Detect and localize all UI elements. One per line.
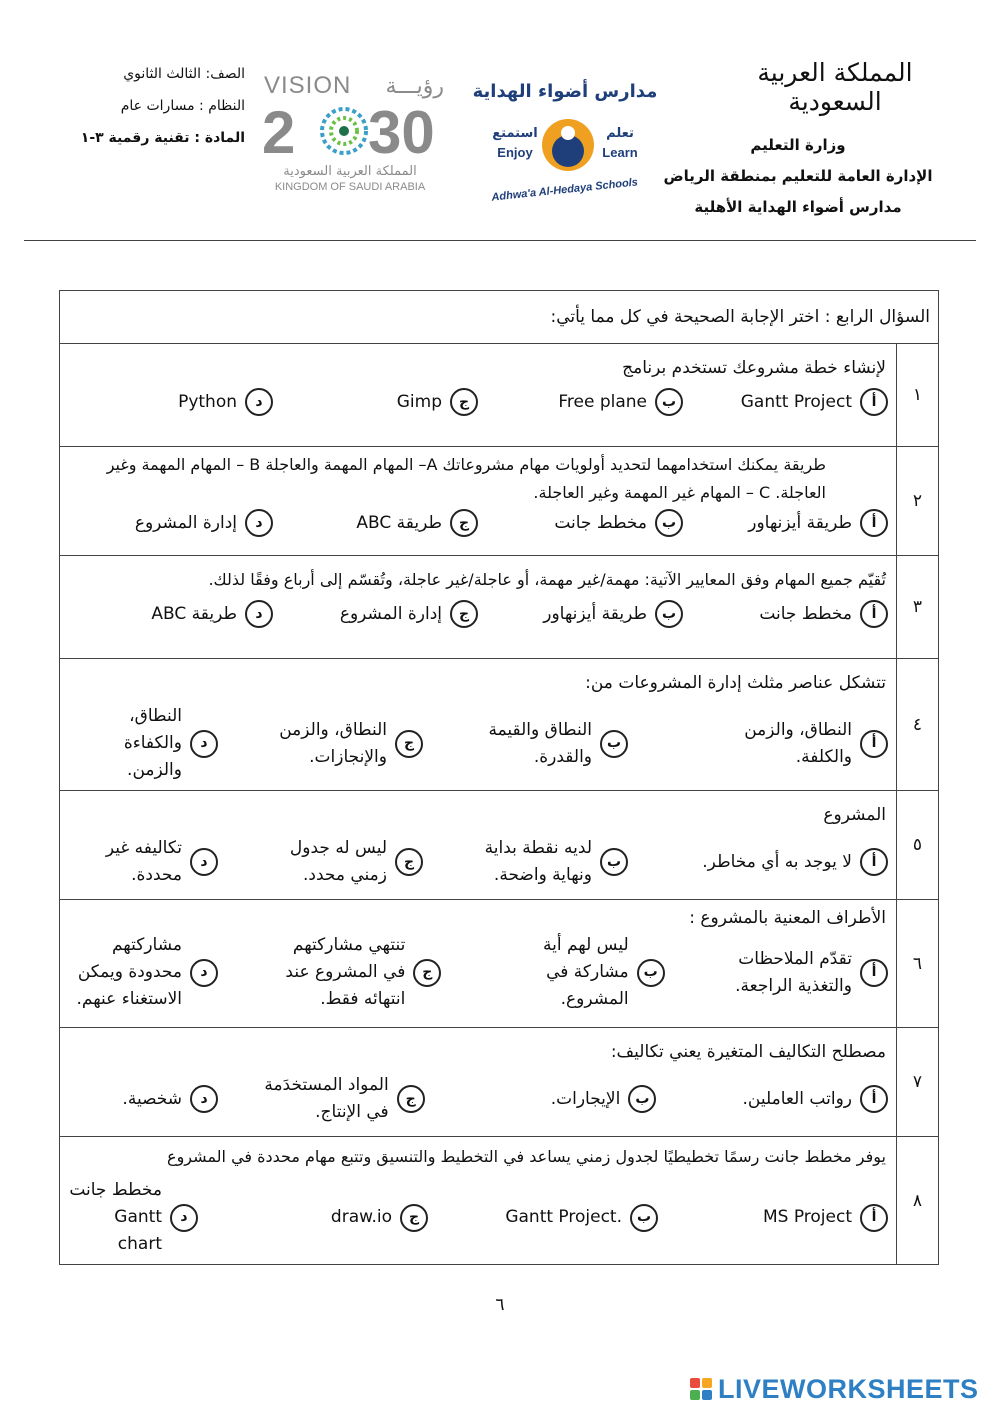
option-text: رواتب العاملين. [742,1088,852,1109]
question-row [60,659,939,791]
badge-a: أ [860,1204,888,1232]
question-number: ٣ [897,556,939,659]
option-d[interactable] [68,1085,218,1113]
question-row [60,556,939,659]
vision-year-2: 2 [262,99,296,166]
option-text: طريقة أيزنهاور [543,603,647,624]
option-text: النطاق والقيمة والقدرة. [488,719,592,767]
question-number: ٥ [897,791,939,900]
option-text: draw.io [330,1207,392,1227]
option-a[interactable] [683,600,888,628]
question-row [60,900,939,1028]
badge-d: د [170,1204,198,1232]
option-d[interactable] [68,1177,198,1258]
grade-label: الصف: الثالث الثانوي [123,66,245,82]
badge-c: ج [450,509,478,537]
question-number: ٢ [897,447,939,556]
badge-b: ب [655,509,683,537]
subject-label: المادة : تقنية رقمية ٣-١ [80,130,245,146]
option-a[interactable] [683,1204,888,1232]
question-row [60,344,939,447]
question-stem: لإنشاء خطة مشروعك تستخدم برنامج [622,358,886,378]
option-b[interactable] [478,509,683,537]
page-number: ٦ [495,1295,505,1315]
vision-year-30: 30 [368,99,435,166]
badge-a: أ [860,730,888,758]
option-text: لديه نقطة بداية ونهاية واضحة. [484,838,592,885]
question-stem: مصطلح التكاليف المتغيرة يعني تكاليف: [610,1042,886,1062]
option-a[interactable] [683,1085,888,1113]
option-text: تنتهي مشاركتهم في المشروع عند انتهائه فقط. [285,935,406,1009]
option-text: النطاق، والزمن والكلفة. [744,719,852,767]
question-table [59,290,939,1265]
options-row [60,507,896,543]
option-text: النطاق، والزمن والإنجازات. [279,719,387,767]
options-row [60,697,896,790]
liveworksheets-brand: LIVEWORKSHEETS [718,1373,979,1404]
badge-c: ج [397,1085,425,1113]
question-title: السؤال الرابع : اختر الإجابة الصحيحة في كل مما يأتي: [60,291,939,344]
option-b[interactable] [478,388,683,416]
option-d[interactable] [68,932,218,1013]
option-d[interactable] [68,703,218,784]
logo-top-text: مدارس أضواء الهداية [472,81,658,102]
question-number: ٨ [897,1137,939,1265]
options-row [60,1171,896,1264]
question-stem: الأطراف المعنية بالمشروع : [689,908,886,928]
vision-kingdom-ar: المملكة العربية السعودية [283,164,417,179]
option-b[interactable] [478,835,628,889]
badge-d: د [245,388,273,416]
school-name: مدارس أضواء الهداية الأهلية [694,198,902,216]
logo-learn-en: Learn [602,145,638,160]
option-c[interactable] [245,1072,425,1126]
question-row [60,1137,939,1265]
badge-c: ج [450,388,478,416]
question-cell [60,900,897,1028]
vision-ar-text: رؤيـــة [385,74,444,99]
question-cell [60,556,897,659]
badge-a: أ [860,959,888,987]
badge-d: د [245,600,273,628]
question-cell [60,1028,897,1137]
question-cell [60,1137,897,1265]
ministry-name: وزارة التعليم [750,136,846,154]
badge-b: ب [630,1204,658,1232]
options-row [60,829,896,895]
option-text: تكاليفه غير محددة. [105,838,182,885]
badge-a: أ [860,600,888,628]
option-text: ليس له جدول زمني محدد. [289,838,387,885]
badge-b: ب [655,600,683,628]
option-a[interactable] [718,946,888,1000]
system-label: النظام : مسارات عام [120,98,245,114]
vision-2030-logo [260,65,450,195]
badge-b: ب [600,730,628,758]
option-c[interactable] [273,388,478,416]
question-cell [60,344,897,447]
option-c[interactable] [223,1204,428,1232]
vision-en-text: VISION [264,72,352,99]
option-text: طريقة ABC [356,512,442,533]
vision-emblem-icon [322,109,366,153]
badge-c: ج [395,730,423,758]
option-text: إدارة المشروع [339,603,442,624]
option-text: النطاق، والكفاءة والزمن. [123,706,182,780]
vision-kingdom-en: KINGDOM OF SAUDI ARABIA [274,181,426,193]
logo-arc-text: Adhwa'a Al-Hedaya Schools [490,176,639,204]
question-number: ١ [897,344,939,447]
options-row [60,594,896,634]
option-text: تقدّم الملاحظات والتغذية الراجعة. [735,948,852,996]
option-text: شخصية. [122,1088,183,1109]
question-stem: المشروع [823,805,886,825]
school-logo [465,75,665,205]
badge-d: د [190,730,218,758]
question-row [60,791,939,900]
option-c[interactable] [273,835,423,889]
badge-d: د [245,509,273,537]
options-row [60,932,896,1019]
option-text: Python [178,391,237,412]
option-a[interactable] [683,388,888,416]
option-c[interactable] [273,509,478,537]
liveworksheets-footer[interactable] [690,1372,990,1406]
badge-c: ج [395,848,423,876]
badge-b: ب [637,959,665,987]
badge-d: د [190,959,218,987]
option-d[interactable] [68,600,273,628]
option-text: Gimp [396,391,442,412]
badge-a: أ [860,388,888,416]
option-text: لا يوجد به أي مخاطر. [702,851,852,872]
option-a[interactable] [683,509,888,537]
badge-a: أ [860,848,888,876]
option-text: مخطط جانت [554,512,647,533]
option-c[interactable] [271,932,441,1013]
page-header [0,0,1000,240]
badge-a: أ [860,509,888,537]
badge-c: ج [450,600,478,628]
logo-learn-ar: تعلم [606,126,634,141]
logo-enjoy-ar: استمتع [492,126,538,141]
option-text: Free plane [558,391,647,412]
option-c[interactable] [273,600,478,628]
question-number: ٤ [897,659,939,791]
option-text: Gantt Project. [505,1207,622,1227]
option-text: مشاركتهم محدودة ويمكن الاستغناء عنهم. [76,935,183,1009]
header-divider [24,240,976,241]
kingdom-calligraphy: المملكة العربية السعودية [757,58,913,116]
option-b[interactable] [478,600,683,628]
option-a[interactable] [683,848,888,876]
class-info [75,60,245,152]
option-text: الإيجارات. [550,1088,621,1109]
option-text: Gantt Project [740,391,852,412]
option-b[interactable] [495,932,665,1013]
question-row [60,1028,939,1137]
option-d[interactable] [68,835,218,889]
question-cell [60,659,897,791]
option-text: مخطط جانت [759,603,852,624]
option-a[interactable] [683,717,888,771]
option-d[interactable] [68,388,273,416]
option-text: المواد المستخدَمة في الإنتاج. [264,1075,389,1122]
badge-c: ج [413,959,441,987]
question-cell [60,447,897,556]
question-number: ٦ [897,900,939,1028]
option-d[interactable] [68,509,273,537]
question-stem: يوفر مخطط جانت رسمًا تخطيطيًا لجدول زمني يساعد في التخطيط والتنسيق وتتبع مهام محددة في المشروع [167,1147,886,1166]
question-cell [60,791,897,900]
region-name: الإدارة العامة للتعليم بمنطقة الرياض [663,167,933,185]
question-number: ٧ [897,1028,939,1137]
option-text: مخطط جانت Gantt chart [69,1180,162,1254]
badge-d: د [190,1085,218,1113]
liveworksheets-logo-icon [690,1378,712,1400]
option-text: إدارة المشروع [134,512,237,533]
badge-c: ج [400,1204,428,1232]
option-text: طريقة أيزنهاور [748,512,852,533]
question-row [60,447,939,556]
option-b[interactable] [451,1085,656,1113]
option-text: طريقة ABC [151,603,237,624]
question-stem: طريقة يمكنك استخدامهما لتحديد أولويات مهام مشروعاتك A– المهام المهمة والعاجلة B – المهام المهمة وغير العاجلة. C – المهام غير المهمة وغير العاجلة. [106,455,826,502]
question-title-row [60,291,939,344]
badge-b: ب [655,388,683,416]
badge-a: أ [860,1085,888,1113]
logo-enjoy-en: Enjoy [497,145,533,160]
badge-b: ب [600,848,628,876]
option-b[interactable] [453,1204,658,1232]
option-c[interactable] [273,717,423,771]
question-stem: تتشكل عناصر مثلث إدارة المشروعات من: [585,673,886,693]
options-row [60,1066,896,1132]
options-row [60,382,896,422]
option-b[interactable] [478,717,628,771]
option-text: MS Project [762,1207,852,1227]
badge-b: ب [628,1085,656,1113]
question-stem: تُقيّم جميع المهام وفق المعايير الآتية: مهمة/غير مهمة، أو عاجلة/غير عاجلة، وتُقسّم إلى أرباع وفقًا لذلك. [208,570,886,589]
option-text: ليس لهم أية مشاركة في المشروع. [542,935,629,1009]
badge-d: د [190,848,218,876]
ministry-block [648,130,948,223]
